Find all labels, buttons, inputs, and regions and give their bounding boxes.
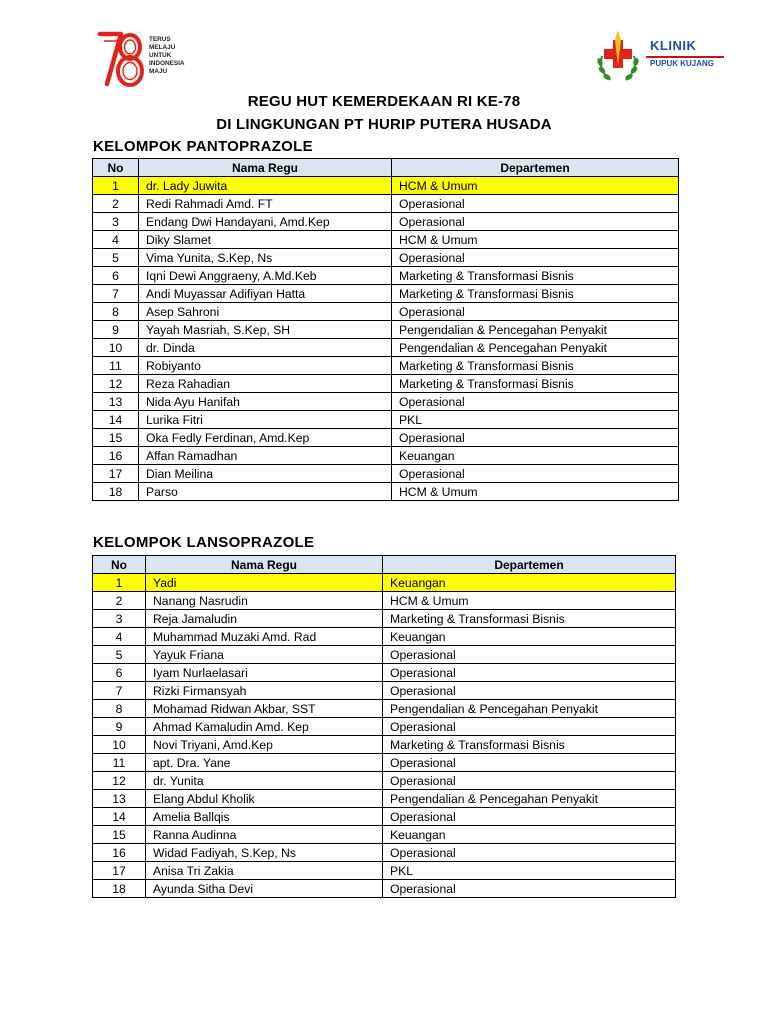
member-name: Anisa Tri Zakia — [146, 862, 383, 880]
member-name: Ahmad Kamaludin Amd. Kep — [146, 718, 383, 736]
department: Keuangan — [392, 447, 679, 465]
row-number: 6 — [93, 267, 139, 285]
row-number: 5 — [93, 646, 146, 664]
tagline-line: MELAJU — [149, 44, 176, 51]
member-name: Yadi — [146, 574, 383, 592]
member-name: Robiyanto — [139, 357, 392, 375]
department: Operasional — [392, 429, 679, 447]
department: Pengendalian & Pencegahan Penyakit — [383, 790, 676, 808]
tagline-line: UNTUK — [149, 52, 172, 59]
member-name: Yayah Masriah, S.Kep, SH — [139, 321, 392, 339]
table-row — [93, 862, 676, 880]
pantoprazole-table — [92, 158, 679, 501]
member-name: Diky Slamet — [139, 231, 392, 249]
row-number: 6 — [93, 664, 146, 682]
row-number: 14 — [93, 411, 139, 429]
member-name: Nanang Nasrudin — [146, 592, 383, 610]
department: Operasional — [383, 646, 676, 664]
table-row — [93, 393, 679, 411]
department: Operasional — [383, 808, 676, 826]
table-header-row — [93, 556, 676, 574]
row-number: 13 — [93, 393, 139, 411]
department: Operasional — [383, 664, 676, 682]
row-number: 4 — [93, 231, 139, 249]
row-number: 1 — [93, 574, 146, 592]
row-number: 18 — [93, 483, 139, 501]
table-row — [93, 772, 676, 790]
table-row — [93, 592, 676, 610]
member-name: Ranna Audinna — [146, 826, 383, 844]
table-row — [93, 646, 676, 664]
member-name: Reza Rahadian — [139, 375, 392, 393]
department: Pengendalian & Pencegahan Penyakit — [392, 321, 679, 339]
table-row — [93, 429, 679, 447]
row-number: 11 — [93, 357, 139, 375]
department: Marketing & Transformasi Bisnis — [392, 285, 679, 303]
tagline-line: MAJU — [149, 68, 168, 75]
table-row — [93, 321, 679, 339]
member-name: Vima Yunita, S.Kep, Ns — [139, 249, 392, 267]
header-departemen: Departemen — [383, 556, 676, 574]
hut-ri-78-logo — [97, 28, 207, 90]
member-name: Reja Jamaludin — [146, 610, 383, 628]
table-row — [93, 736, 676, 754]
department: Keuangan — [383, 826, 676, 844]
table-row — [93, 339, 679, 357]
member-name: dr. Dinda — [139, 339, 392, 357]
department: Operasional — [383, 772, 676, 790]
row-number: 8 — [93, 700, 146, 718]
member-name: Redi Rahmadi Amd. FT — [139, 195, 392, 213]
member-name: dr. Lady Juwita — [139, 177, 392, 195]
number-78-emblem — [97, 28, 149, 90]
department: PKL — [392, 411, 679, 429]
row-number: 9 — [93, 321, 139, 339]
row-number: 5 — [93, 249, 139, 267]
member-name: Novi Triyani, Amd.Kep — [146, 736, 383, 754]
row-number: 2 — [93, 592, 146, 610]
department: HCM & Umum — [392, 231, 679, 249]
header-departemen: Departemen — [392, 159, 679, 177]
table-row — [93, 790, 676, 808]
row-number: 10 — [93, 736, 146, 754]
tagline-line: INDONESIA — [149, 60, 185, 67]
department: PKL — [383, 862, 676, 880]
row-number: 14 — [93, 808, 146, 826]
department: Operasional — [392, 393, 679, 411]
row-number: 3 — [93, 610, 146, 628]
row-number: 13 — [93, 790, 146, 808]
row-number: 9 — [93, 718, 146, 736]
member-name: Nida Ayu Hanifah — [139, 393, 392, 411]
logo-tagline — [149, 36, 209, 76]
row-number: 3 — [93, 213, 139, 231]
department: HCM & Umum — [392, 177, 679, 195]
row-number: 12 — [93, 772, 146, 790]
member-name: Mohamad Ridwan Akbar, SST — [146, 700, 383, 718]
table-row — [93, 213, 679, 231]
group-title-lansoprazole: KELOMPOK LANSOPRAZOLE — [93, 534, 315, 551]
table-row — [93, 826, 676, 844]
department: Marketing & Transformasi Bisnis — [392, 267, 679, 285]
department: HCM & Umum — [392, 483, 679, 501]
table-header-row — [93, 159, 679, 177]
table-row — [93, 303, 679, 321]
department: HCM & Umum — [383, 592, 676, 610]
table-row — [93, 483, 679, 501]
table-row — [93, 682, 676, 700]
row-number: 4 — [93, 628, 146, 646]
group-title-pantoprazole: KELOMPOK PANTOPRAZOLE — [93, 138, 313, 155]
table-row — [93, 574, 676, 592]
member-name: Amelia Ballqis — [146, 808, 383, 826]
document-title-line1: REGU HUT KEMERDEKAAN RI KE-78 — [247, 93, 521, 110]
department: Marketing & Transformasi Bisnis — [392, 357, 679, 375]
header-no: No — [93, 556, 146, 574]
member-name: Elang Abdul Kholik — [146, 790, 383, 808]
member-name: Parso — [139, 483, 392, 501]
row-number: 2 — [93, 195, 139, 213]
table-row — [93, 375, 679, 393]
department: Operasional — [383, 718, 676, 736]
member-name: Muhammad Muzaki Amd. Rad — [146, 628, 383, 646]
member-name: Dian Meilina — [139, 465, 392, 483]
document-title-line2: DI LINGKUNGAN PT HURIP PUTERA HUSADA — [216, 116, 552, 133]
department: Operasional — [392, 249, 679, 267]
row-number: 15 — [93, 826, 146, 844]
table-row — [93, 177, 679, 195]
row-number: 7 — [93, 682, 146, 700]
row-number: 11 — [93, 754, 146, 772]
table-row — [93, 267, 679, 285]
header-nama-regu: Nama Regu — [146, 556, 383, 574]
table-row — [93, 465, 679, 483]
row-number: 8 — [93, 303, 139, 321]
lansoprazole-table — [92, 555, 676, 898]
row-number: 1 — [93, 177, 139, 195]
klinik-emblem-icon — [592, 26, 648, 84]
row-number: 7 — [93, 285, 139, 303]
table-row — [93, 880, 676, 898]
row-number: 16 — [93, 447, 139, 465]
table-row — [93, 411, 679, 429]
table-row — [93, 195, 679, 213]
department: Keuangan — [383, 574, 676, 592]
member-name: Oka Fedly Ferdinan, Amd.Kep — [139, 429, 392, 447]
department: Operasional — [383, 844, 676, 862]
department: Operasional — [392, 195, 679, 213]
header-nama-regu: Nama Regu — [139, 159, 392, 177]
department: Operasional — [392, 465, 679, 483]
department: Marketing & Transformasi Bisnis — [383, 736, 676, 754]
klinik-name: KLINIK — [650, 38, 697, 53]
member-name: Lurika Fitri — [139, 411, 392, 429]
klinik-subname: PUPUK KUJANG — [650, 59, 715, 68]
table-row — [93, 664, 676, 682]
header-no: No — [93, 159, 139, 177]
member-name: Affan Ramadhan — [139, 447, 392, 465]
member-name: Asep Sahroni — [139, 303, 392, 321]
klinik-pupuk-kujang-logo — [592, 26, 724, 84]
row-number: 10 — [93, 339, 139, 357]
tagline-line: TERUS — [149, 36, 171, 43]
department: Operasional — [383, 880, 676, 898]
table-row — [93, 249, 679, 267]
table-row — [93, 447, 679, 465]
table-row — [93, 357, 679, 375]
row-number: 12 — [93, 375, 139, 393]
row-number: 17 — [93, 862, 146, 880]
table-row — [93, 628, 676, 646]
row-number: 16 — [93, 844, 146, 862]
member-name: apt. Dra. Yane — [146, 754, 383, 772]
table-row — [93, 700, 676, 718]
table-row — [93, 231, 679, 249]
member-name: dr. Yunita — [146, 772, 383, 790]
table-row — [93, 808, 676, 826]
member-name: Ayunda Sitha Devi — [146, 880, 383, 898]
department: Operasional — [383, 682, 676, 700]
logo-divider — [646, 56, 724, 58]
department: Marketing & Transformasi Bisnis — [383, 610, 676, 628]
member-name: Endang Dwi Handayani, Amd.Kep — [139, 213, 392, 231]
row-number: 18 — [93, 880, 146, 898]
department: Operasional — [383, 754, 676, 772]
member-name: Iyam Nurlaelasari — [146, 664, 383, 682]
member-name: Widad Fadiyah, S.Kep, Ns — [146, 844, 383, 862]
department: Marketing & Transformasi Bisnis — [392, 375, 679, 393]
department: Keuangan — [383, 628, 676, 646]
member-name: Iqni Dewi Anggraeny, A.Md.Keb — [139, 267, 392, 285]
table-row — [93, 610, 676, 628]
department: Pengendalian & Pencegahan Penyakit — [392, 339, 679, 357]
member-name: Rizki Firmansyah — [146, 682, 383, 700]
table-row — [93, 844, 676, 862]
table-row — [93, 718, 676, 736]
row-number: 15 — [93, 429, 139, 447]
department: Operasional — [392, 303, 679, 321]
department: Pengendalian & Pencegahan Penyakit — [383, 700, 676, 718]
department: Operasional — [392, 213, 679, 231]
member-name: Yayuk Friana — [146, 646, 383, 664]
member-name: Andi Muyassar Adifiyan Hatta — [139, 285, 392, 303]
row-number: 17 — [93, 465, 139, 483]
table-row — [93, 285, 679, 303]
table-row — [93, 754, 676, 772]
